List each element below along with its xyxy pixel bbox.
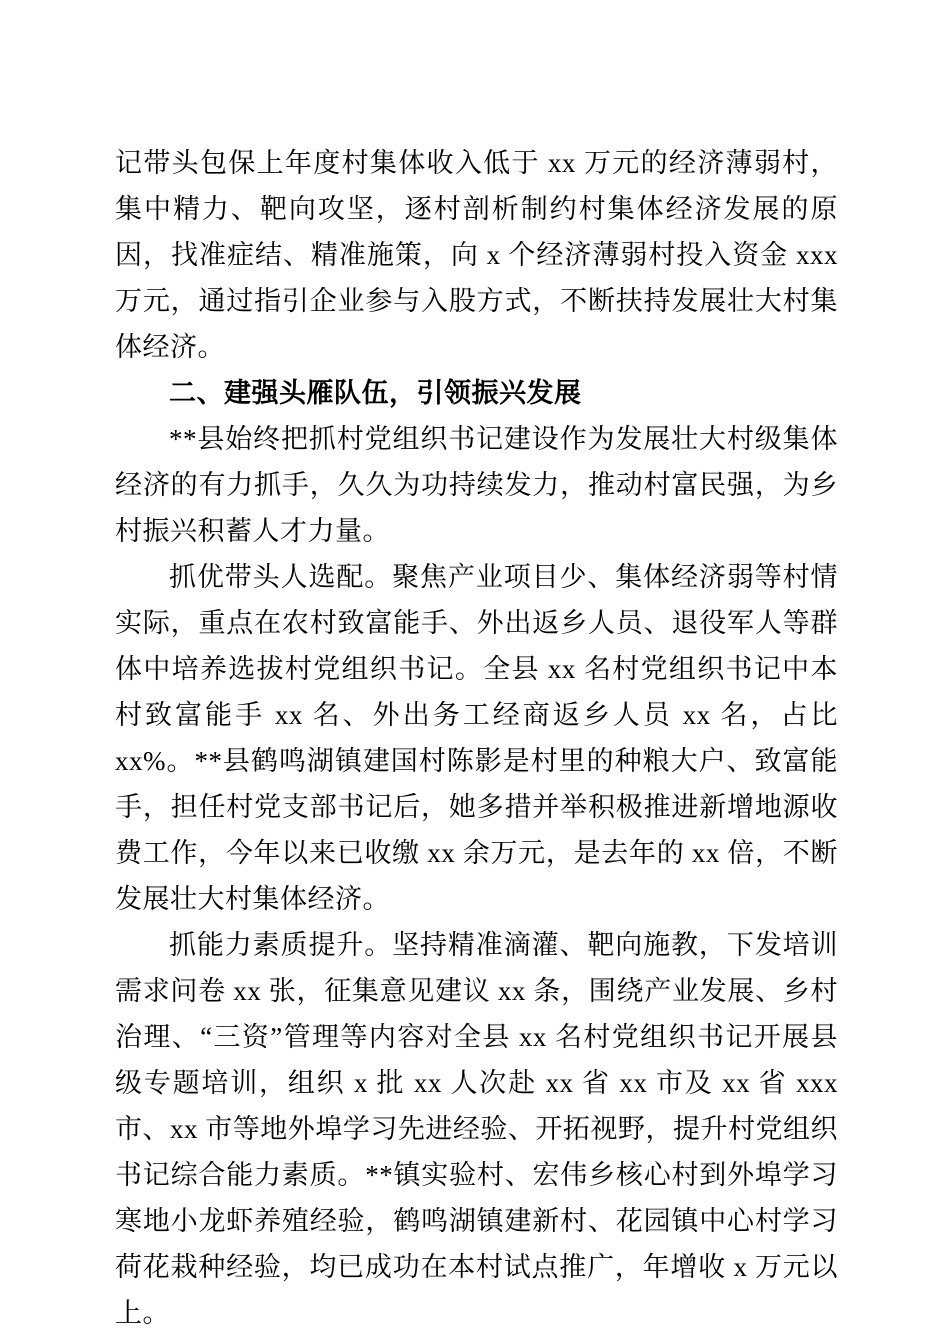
- paragraph-capability-improvement: 抓能力素质提升。坚持精准滴灌、靶向施教，下发培训需求问卷 xx 张，征集意见建议 xx 条，围绕产业发展、乡村治理、“三资”管理等内容对全县 xx 名村党组织书记开展县级专题培训，组织 x 批 xx 人次赴 xx 省 xx 市及 xx 省 xxx 市、xx 市等地外埠学习先进经验、开拓视野，提升村党组织书记综合能力素质。**镇实验村、宏伟乡核心村到外埠学习寒地小龙虾养殖经验，鹤鸣湖镇建新村、花园镇中心村学习荷花栽种经验，均已成功在本村试点推广，年增收 x 万元以上。: [115, 930, 838, 1328]
- paragraph-leader-selection: 抓优带头人选配。聚焦产业项目少、集体经济弱等村情实际，重点在农村致富能手、外出返乡人员、退役军人等群体中培养选拔村党组织书记。全县 xx 名村党组织书记中本村致富能手 xx 名、外出务工经商返乡人员 xx 名，占比 xx%。**县鹤鸣湖镇建国村陈影是村里的种粮大户、致富能手，担任村党支部书记后，她多措并举积极推进新增地源收费工作，今年以来已收缴 xx 余万元，是去年的 xx 倍，不断发展壮大村集体经济。: [115, 562, 838, 914]
- paragraph-section-intro: **县始终把抓村党组织书记建设作为发展壮大村级集体经济的有力抓手，久久为功持续发力，推动村富民强，为乡村振兴积蓄人才力量。: [115, 424, 838, 546]
- section-heading: 二、建强头雁队伍，引领振兴发展: [169, 378, 582, 408]
- paragraph-continuation: 记带头包保上年度村集体收入低于 xx 万元的经济薄弱村，集中精力、靶向攻坚，逐村剖析制约村集体经济发展的原因，找准症结、精准施策，向 x 个经济薄弱村投入资金 xxx 万元，通过指引企业参与入股方式，不断扶持发展壮大村集体经济。: [115, 148, 838, 362]
